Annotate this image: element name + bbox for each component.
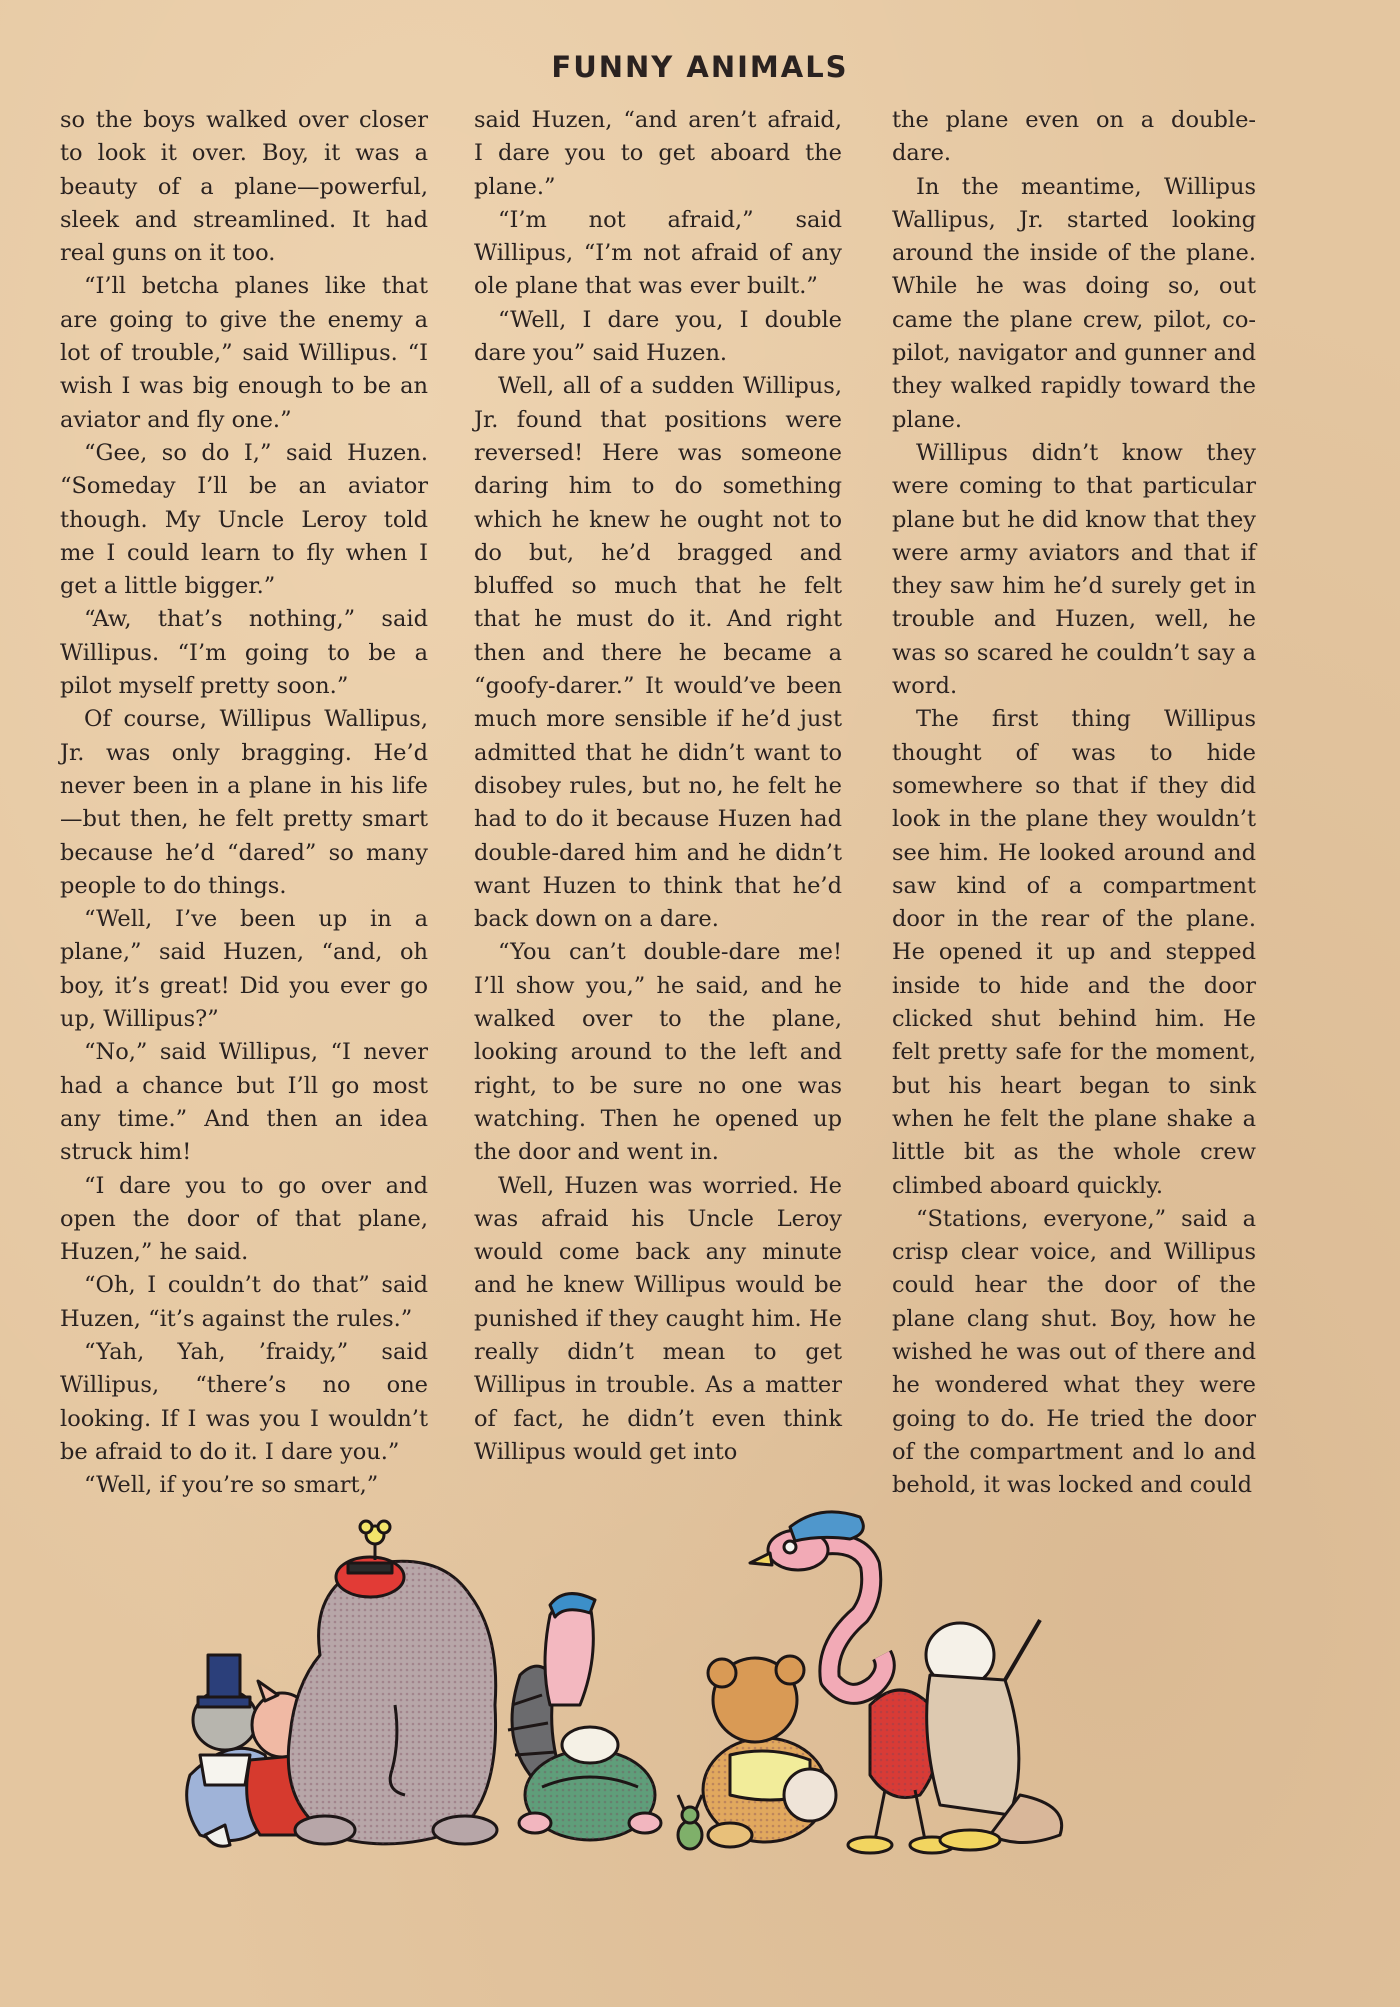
paragraph: “No,” said Willipus, “I never had a chance but I’ll go most any time.” And then an idea struck him! xyxy=(60,1039,428,1166)
paragraph: The first thing Willipus thought of was to hide somewhere so that if they did look in the plane they wouldn’t see him. He looked around and saw kind of a compartment door in the rear of the plane. He opened it up and stepped inside to hide and the door clicked shut behind him. He felt pretty safe for the moment, but his heart began to sink when he felt the plane shake a little bit as the whole crew climbed aboard quickly. xyxy=(892,706,1256,1199)
paragraph: “Well, I dare you, I double dare you” said Huzen. xyxy=(474,306,842,367)
paragraph: the plane even on a double-dare. xyxy=(892,107,1256,167)
paragraph: “Gee, so do I,” said Huzen. “Someday I’ll be an aviator though. My Uncle Leroy told me I could learn to fly when I get a little bigger.” xyxy=(60,439,428,600)
paragraph: so the boys walked over closer to look it over. Boy, it was a beauty of a plane—powerful, sleek and streamlined. It had real guns on it too. xyxy=(60,107,428,267)
paragraph: “I’ll betcha planes like that are going to give the enemy a lot of trouble,” said Willipus. “I wish I was big enough to be an aviator and fly one.” xyxy=(60,273,428,433)
page-header-title: FUNNY ANIMALS xyxy=(551,50,849,84)
paragraph: Well, Huzen was worried. He was afraid his Uncle Leroy would come back any minute and he knew Willipus would be punished if they caught him. He really didn’t mean to get Willipus in trouble. As a matter of fact, he didn’t even think Willipus would get into xyxy=(474,1172,842,1465)
hippo-character xyxy=(288,1521,497,1844)
old-man-character xyxy=(926,1620,1062,1850)
paragraph: “Yah, Yah, ’fraidy,” said Willipus, “there’s no one looking. If I was you I wouldn’t be afraid to do it. I dare you.” xyxy=(60,1338,428,1465)
paragraph: Willipus didn’t know they were coming to that particular plane but he did know that they were army aviators and that if they saw him he’d surely get in trouble and Huzen, well, he was so scared he couldn’t say a word. xyxy=(892,439,1256,700)
cartoon-animals-illustration xyxy=(170,1505,1110,1865)
text-column-3 xyxy=(892,104,1256,1502)
paragraph: “I dare you to go over and open the door of that plane, Huzen,” he said. xyxy=(60,1172,428,1266)
paragraph: “Well, I’ve been up in a plane,” said Huzen, “and, oh boy, it’s great! Did you ever go up, Willipus?” xyxy=(60,906,428,1033)
paragraph: said Huzen, “and aren’t afraid, I dare you to get aboard the plane.” xyxy=(474,107,842,200)
paragraph: “I’m not afraid,” said Willipus, “I’m not afraid of any ole plane that was ever built.” xyxy=(474,206,842,300)
paragraph: In the meantime, Willipus Wallipus, Jr. started looking around the inside of the plane. While he was doing so, out came the plane crew, pilot, co-pilot, navigator and gunner and they walked rapidly toward the plane. xyxy=(892,173,1256,433)
paragraph: “You can’t double-dare me! I’ll show you,” he said, and he walked over to the plane, looking around to the left and right, to be sure no one was watching. Then he opened up the door and went in. xyxy=(474,939,842,1166)
text-column-2 xyxy=(474,104,842,1469)
paragraph: Well, all of a sudden Willipus, Jr. found that positions were reversed! Here was someone daring him to do something which he knew he ought not to do but, he’d bragged and bluffed so much that he felt that he must do it. And right then and there he became a “goofy-darer.” It would’ve been much more sensible if he’d just admitted that he didn’t want to disobey rules, but no, he felt he had to do it because Huzen had double-dared him and he didn’t want Huzen to think that he’d back down on a dare. xyxy=(474,373,842,933)
paragraph: “Stations, everyone,” said a crisp clear voice, and Willipus could hear the door of the plane clang shut. Boy, how he wished he was out of there and he wondered what they were going to do. He tried the door of the compartment and lo and behold, it was locked and could xyxy=(892,1205,1256,1499)
paragraph: “Oh, I couldn’t do that” said Huzen, “it’s against the rules.” xyxy=(60,1272,428,1332)
paragraph: “Aw, that’s nothing,” said Willipus. “I’m going to be a pilot myself pretty soon.” xyxy=(60,606,428,700)
bear-character xyxy=(703,1656,836,1847)
paragraph: “Well, if you’re so smart,” xyxy=(84,1472,379,1499)
paragraph: Of course, Willipus Wallipus, Jr. was only bragging. He’d never been in a plane in his life—but then, he felt pretty smart because he’d “dared” so many people to do things. xyxy=(60,706,428,899)
text-column-1 xyxy=(60,104,428,1502)
